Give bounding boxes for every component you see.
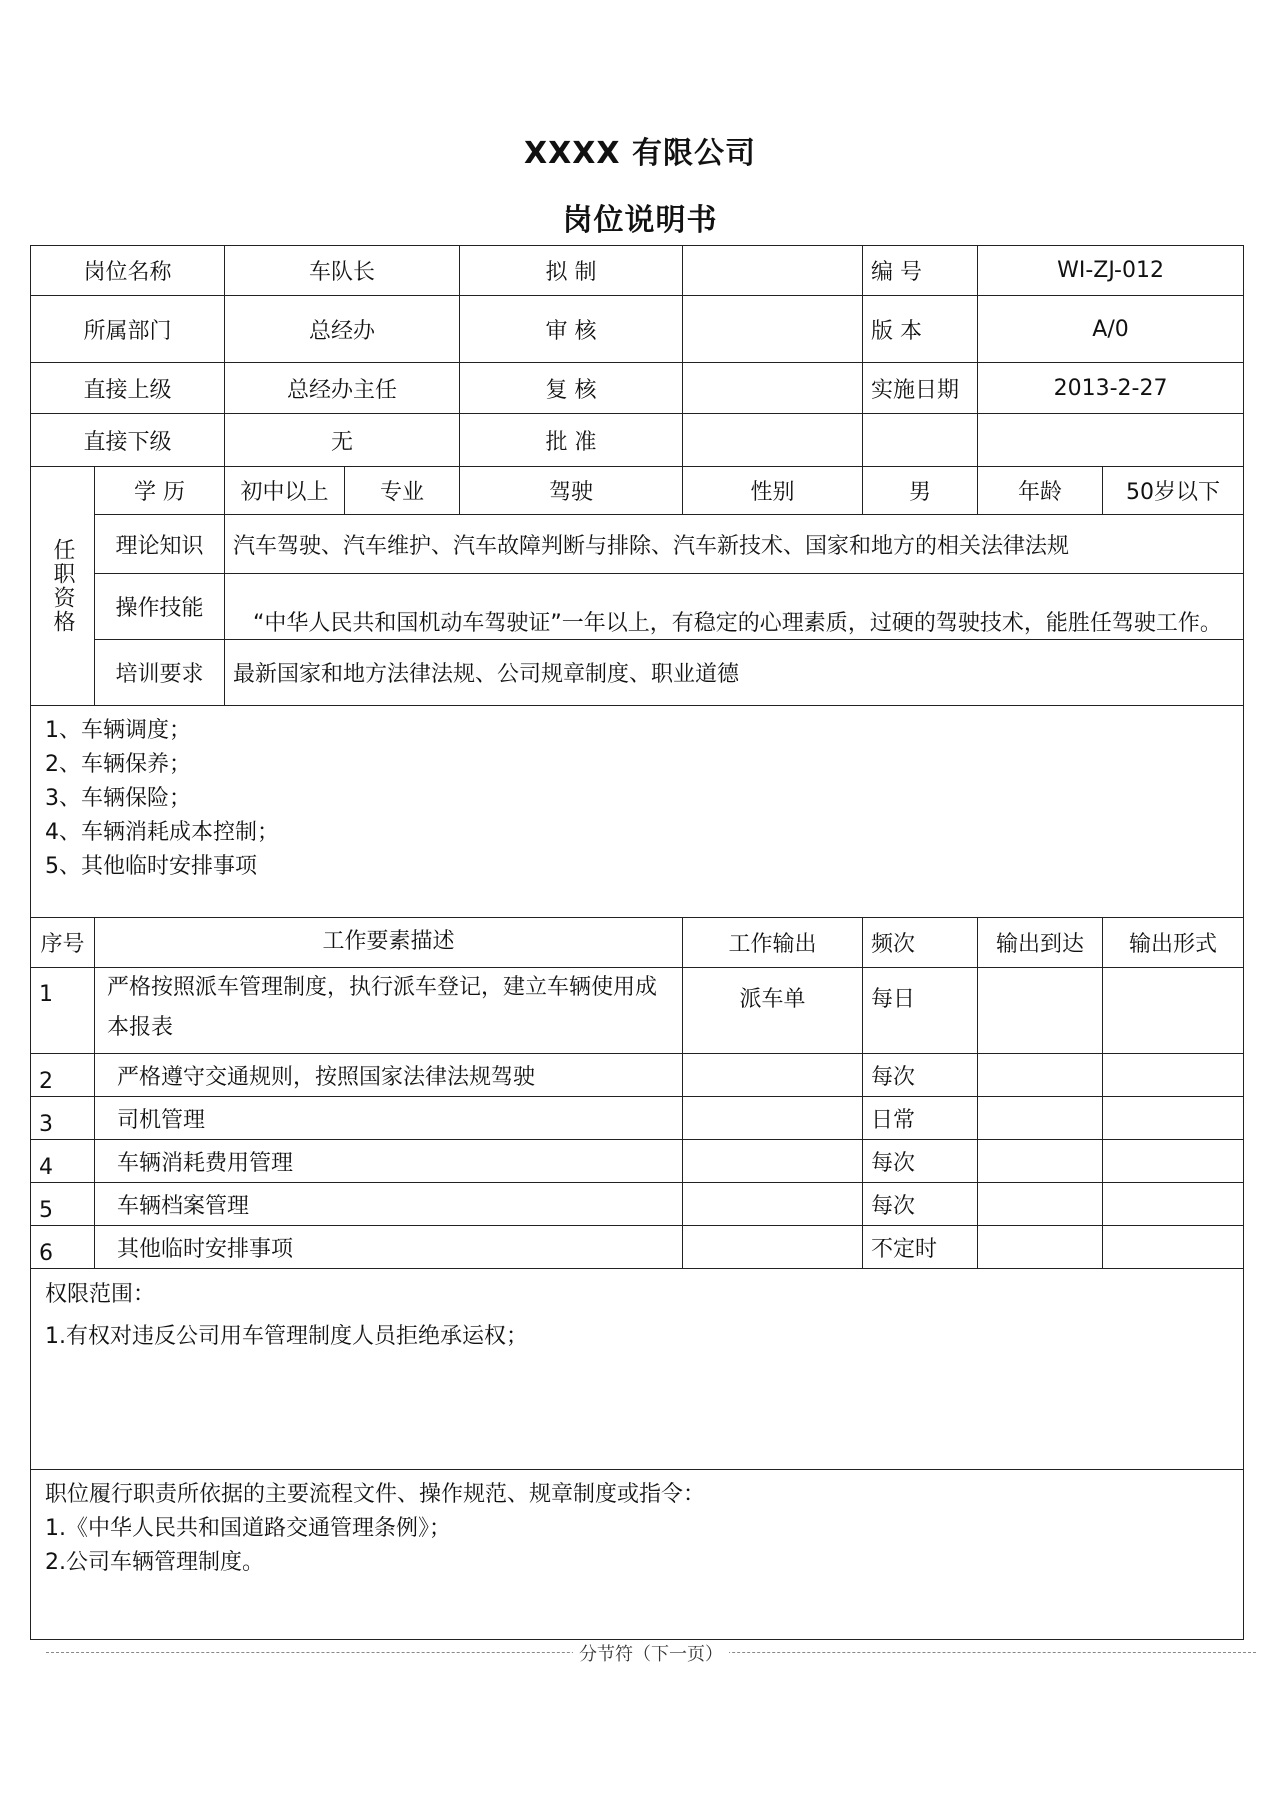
authority-block xyxy=(31,1269,1244,1470)
row-seq: 3 xyxy=(31,1097,95,1140)
major-value: 驾驶 xyxy=(460,467,683,515)
superior-label: 直接上级 xyxy=(31,363,225,414)
table-row xyxy=(31,1097,1244,1140)
row-destination xyxy=(978,1097,1103,1140)
row-frequency: 每次 xyxy=(863,1054,978,1097)
row-frequency: 每次 xyxy=(863,1183,978,1226)
age-label: 年龄 xyxy=(978,467,1103,515)
version-label: 版 本 xyxy=(863,296,978,363)
row-description: 司机管理 xyxy=(95,1097,683,1140)
subordinate-label: 直接下级 xyxy=(31,414,225,467)
row-seq: 6 xyxy=(31,1226,95,1269)
section-break-label: 分节符（下一页） xyxy=(573,1644,729,1665)
row-destination xyxy=(978,968,1103,1054)
row-description: 其他临时安排事项 xyxy=(95,1226,683,1269)
reviewed-value xyxy=(683,296,863,363)
references-block xyxy=(31,1470,1244,1640)
duty-item: 4、车辆消耗成本控制； xyxy=(45,820,279,845)
table-row xyxy=(31,1183,1244,1226)
blank-cell xyxy=(863,414,978,467)
table-row xyxy=(31,1226,1244,1269)
position-name-value: 车队长 xyxy=(225,246,460,296)
row-seq: 2 xyxy=(31,1054,95,1097)
rechecked-value xyxy=(683,363,863,414)
drafted-label: 拟 制 xyxy=(460,246,683,296)
code-value: WI-ZJ-012 xyxy=(978,246,1244,296)
skills-label: 操作技能 xyxy=(95,574,225,640)
department-label: 所属部门 xyxy=(31,296,225,363)
row-output xyxy=(683,1183,863,1226)
row-description: 严格遵守交通规则，按照国家法律法规驾驶 xyxy=(95,1054,683,1097)
col-seq-header: 序号 xyxy=(31,918,95,968)
education-value: 初中以上 xyxy=(225,467,345,515)
row-output: 派车单 xyxy=(683,968,863,1054)
row-destination xyxy=(978,1183,1103,1226)
col-frequency-header: 频次 xyxy=(863,918,978,968)
row-frequency: 每日 xyxy=(863,968,978,1054)
effective-date-value: 2013-2-27 xyxy=(978,363,1244,414)
row-output xyxy=(683,1054,863,1097)
col-output-header: 工作输出 xyxy=(683,918,863,968)
major-label: 专业 xyxy=(345,467,460,515)
row-destination xyxy=(978,1054,1103,1097)
authority-item: 1.有权对违反公司用车管理制度人员拒绝承运权； xyxy=(45,1324,528,1349)
drafted-value xyxy=(683,246,863,296)
gender-label: 性别 xyxy=(683,467,863,515)
row-format xyxy=(1103,1054,1244,1097)
code-label: 编 号 xyxy=(863,246,978,296)
authority-title: 权限范围： xyxy=(45,1282,156,1307)
duties-block xyxy=(31,706,1244,918)
superior-value: 总经办主任 xyxy=(225,363,460,414)
col-destination-header: 输出到达 xyxy=(978,918,1103,968)
duty-item: 2、车辆保养； xyxy=(45,752,191,777)
row-frequency: 不定时 xyxy=(863,1226,978,1269)
row-seq: 5 xyxy=(31,1183,95,1226)
col-format-header: 输出形式 xyxy=(1103,918,1244,968)
approved-label: 批 准 xyxy=(460,414,683,467)
age-value: 50岁以下 xyxy=(1103,467,1244,515)
company-name: XXXX 有限公司 xyxy=(524,136,756,171)
duty-item: 1、车辆调度； xyxy=(45,718,191,743)
row-seq: 1 xyxy=(31,968,95,1054)
row-format xyxy=(1103,1226,1244,1269)
row-seq: 4 xyxy=(31,1140,95,1183)
row-frequency: 每次 xyxy=(863,1140,978,1183)
row-frequency: 日常 xyxy=(863,1097,978,1140)
theory-label: 理论知识 xyxy=(95,515,225,574)
table-row xyxy=(31,968,1244,1054)
row-output xyxy=(683,1097,863,1140)
skills-value: “中华人民共和国机动车驾驶证”一年以上，有稳定的心理素质，过硬的驾驶技术，能胜任驾驶工作。 xyxy=(225,574,1244,640)
references-title: 职位履行职责所依据的主要流程文件、操作规范、规章制度或指令： xyxy=(45,1482,706,1507)
subordinate-value: 无 xyxy=(225,414,460,467)
education-label: 学 历 xyxy=(95,467,225,515)
row-output xyxy=(683,1226,863,1269)
gender-value: 男 xyxy=(863,467,978,515)
job-description-table xyxy=(30,245,1244,1640)
duty-item: 3、车辆保险； xyxy=(45,786,191,811)
approved-value xyxy=(683,414,863,467)
row-format xyxy=(1103,968,1244,1054)
table-row xyxy=(31,1054,1244,1097)
row-description: 车辆档案管理 xyxy=(95,1183,683,1226)
position-name-label: 岗位名称 xyxy=(31,246,225,296)
theory-value: 汽车驾驶、汽车维护、汽车故障判断与排除、汽车新技术、国家和地方的相关法律法规 xyxy=(225,515,1244,574)
col-description-header: 工作要素描述 xyxy=(95,918,683,968)
section-break xyxy=(0,1640,1280,1666)
row-format xyxy=(1103,1140,1244,1183)
table-row xyxy=(31,1140,1244,1183)
document-title: 岗位说明书 xyxy=(562,203,718,238)
reviewed-label: 审 核 xyxy=(460,296,683,363)
row-description: 车辆消耗费用管理 xyxy=(95,1140,683,1183)
blank-cell xyxy=(978,414,1244,467)
duty-item: 5、其他临时安排事项 xyxy=(45,854,257,879)
department-value: 总经办 xyxy=(225,296,460,363)
training-label: 培训要求 xyxy=(95,640,225,706)
row-output xyxy=(683,1140,863,1183)
version-value: A/0 xyxy=(978,296,1244,363)
row-description: 严格按照派车管理制度，执行派车登记，建立车辆使用成本报表 xyxy=(95,968,683,1054)
row-format xyxy=(1103,1097,1244,1140)
row-destination xyxy=(978,1226,1103,1269)
qualifications-section-label: 任职资格 xyxy=(31,467,95,706)
reference-item: 1.《中华人民共和国道路交通管理条例》； xyxy=(45,1516,451,1541)
row-destination xyxy=(978,1140,1103,1183)
reference-item: 2.公司车辆管理制度。 xyxy=(45,1550,264,1575)
row-format xyxy=(1103,1183,1244,1226)
effective-date-label: 实施日期 xyxy=(863,363,978,414)
rechecked-label: 复 核 xyxy=(460,363,683,414)
training-value: 最新国家和地方法律法规、公司规章制度、职业道德 xyxy=(225,640,1244,706)
